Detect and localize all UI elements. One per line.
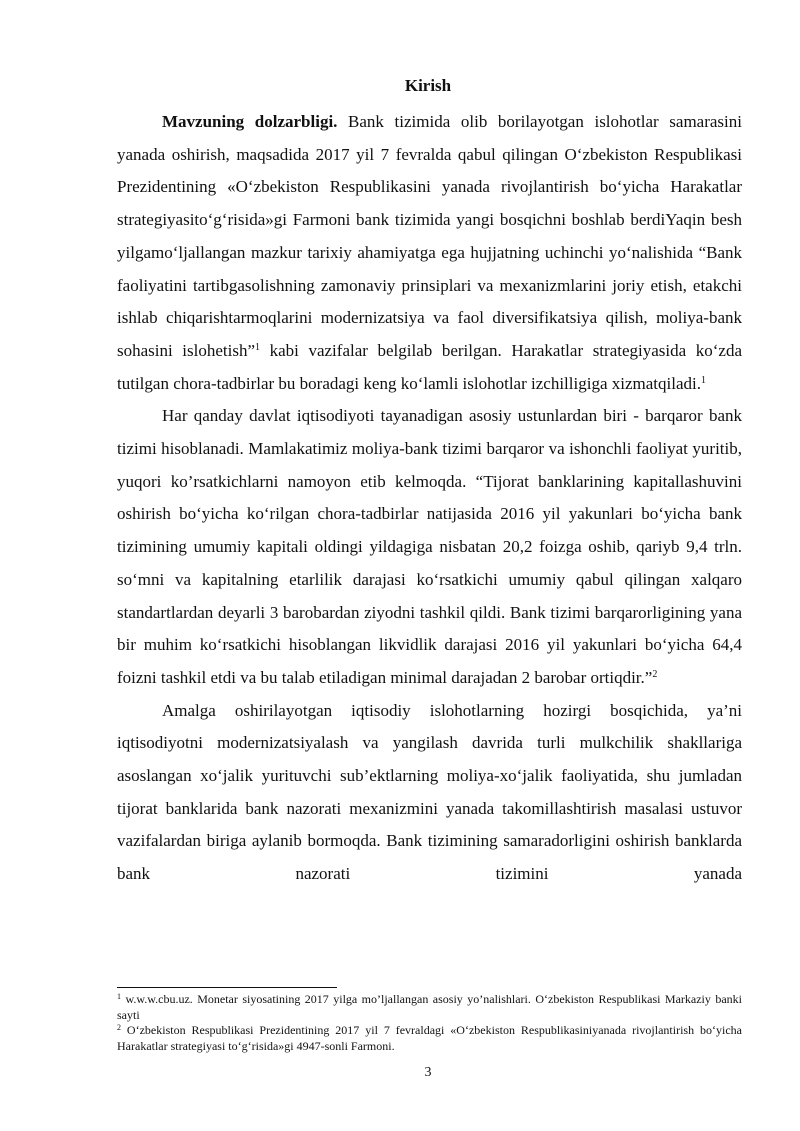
footnote-ref[interactable]: 1 bbox=[700, 374, 706, 386]
paragraph-reforms bbox=[117, 695, 742, 891]
footnote-item bbox=[117, 992, 742, 1023]
paragraph-text: kabi vazifalar belgilab berilgan. Harakatlar strategiyasida ko‘zda tutilgan chora-tadbirlar bu boradagi keng ko‘lamli islohotlar izchilligiga xizmatqiladi. bbox=[117, 340, 742, 393]
footnote-mark: 1 bbox=[117, 992, 121, 1001]
section-title: Kirish bbox=[404, 76, 452, 95]
footnotes bbox=[117, 992, 742, 1054]
paragraph-relevance bbox=[117, 106, 742, 400]
footnote-ref[interactable]: 1 bbox=[255, 341, 261, 353]
paragraph-bank-stability bbox=[117, 400, 742, 694]
footnote-ref[interactable]: 2 bbox=[652, 668, 658, 680]
footnote-mark: 2 bbox=[117, 1023, 121, 1032]
footnote-divider bbox=[117, 987, 337, 988]
paragraph-text: Amalga oshirilayotgan iqtisodiy islohotlarning hozirgi bosqichida, ya’ni iqtisodiyotni modernizatsiyalash va yangilash davrida turli mulkchilik shakllariga asoslangan xo‘jalik yurituvchi sub’ektlarning moliya-xo‘jalik faoliyatida, shu jumladan tijorat banklarida bank nazorati mexanizmini yanada takomillashtirish masalasi ustuvor vazifalardan biriga aylanib bormoqda. Bank tizimining samaradorligini oshirish banklarda bank nazorati tizimini yanada bbox=[117, 700, 742, 884]
paragraph-text: Har qanday davlat iqtisodiyoti tayanadigan asosiy ustunlardan biri - barqaror bank tizimi hisoblanadi. Mamlakatimiz moliya-bank tizimi barqaror va ishonchli faoliyat yuritib, yuqori ko’rsatkichlarni namoyon etib kelmoqda. “Tijorat banklarining kapitallashuvini oshirish bo‘yicha ko‘rilgan chora-tadbirlar natijasida 2016 yil yakunlari bo‘yicha bank tizimining umumiy kapitali oldingi yildagiga nisbatan 20,2 foizga oshib, qariyb 9,4 trln. so‘mni va kapitalning etarlilik darajasi ko‘rsatkichi umumiy qabul qilingan xalqaro standartlardan deyarli 3 barobardan ziyodni tashkil qildi. Bank tizimi barqarorligining yana bir muhim ko‘rsatkichi hisoblangan likvidlik darajasi 2016 yil yakunlari bo‘yicha 64,4 foizni tashkil etdi va bu talab etiladigan minimal darajadan 2 barobar ortiqdir.” bbox=[117, 406, 742, 687]
page-number: 3 bbox=[424, 1065, 432, 1080]
footnote-text: w.w.w.cbu.uz. Monetar siyosatining 2017 yilga mo’ljallangan asosiy yo’nalishlari. O‘zbekiston Respublikasi Markaziy banki sayti bbox=[117, 992, 742, 1022]
body-text bbox=[117, 106, 742, 891]
lead-heading: Mavzuning dolzarbligi. bbox=[162, 112, 338, 131]
footnote-text: O‘zbekiston Respublikasi Prezidentining 2017 yil 7 fevraldagi «O‘zbekiston Respublikasiniyanada rivojlantirish bo‘yicha Harakatlar strategiyasi to‘g‘risida»gi 4947-sonli Farmoni. bbox=[117, 1023, 742, 1053]
paragraph-text: Bank tizimida olib borilayotgan islohotlar samarasini yanada oshirish, maqsadida 2017 yil 7 fevralda qabul qilingan O‘zbekiston Respublikasi Prezidentining «O‘zbekiston Respublikasini yanada rivojlantirish bo‘yicha Harakatlar strategiyasito‘g‘risida»gi Farmoni bank tizimida yangi bosqichni boshlab berdiYaqin besh yilgamo‘ljallangan mazkur tarixiy ahamiyatga ega hujjatning uchinchi yo‘nalishida “Bank faoliyatini tartibgasolishning zamonaviy prinsiplari va mexanizmlarini joriy etish, etakchi ishlab chiqarishtarmoqlarini modernizatsiya va faol diversifikatsiya qilish, moliya-bank sohasini islohetish” bbox=[117, 112, 742, 360]
footnote-item bbox=[117, 1023, 742, 1054]
